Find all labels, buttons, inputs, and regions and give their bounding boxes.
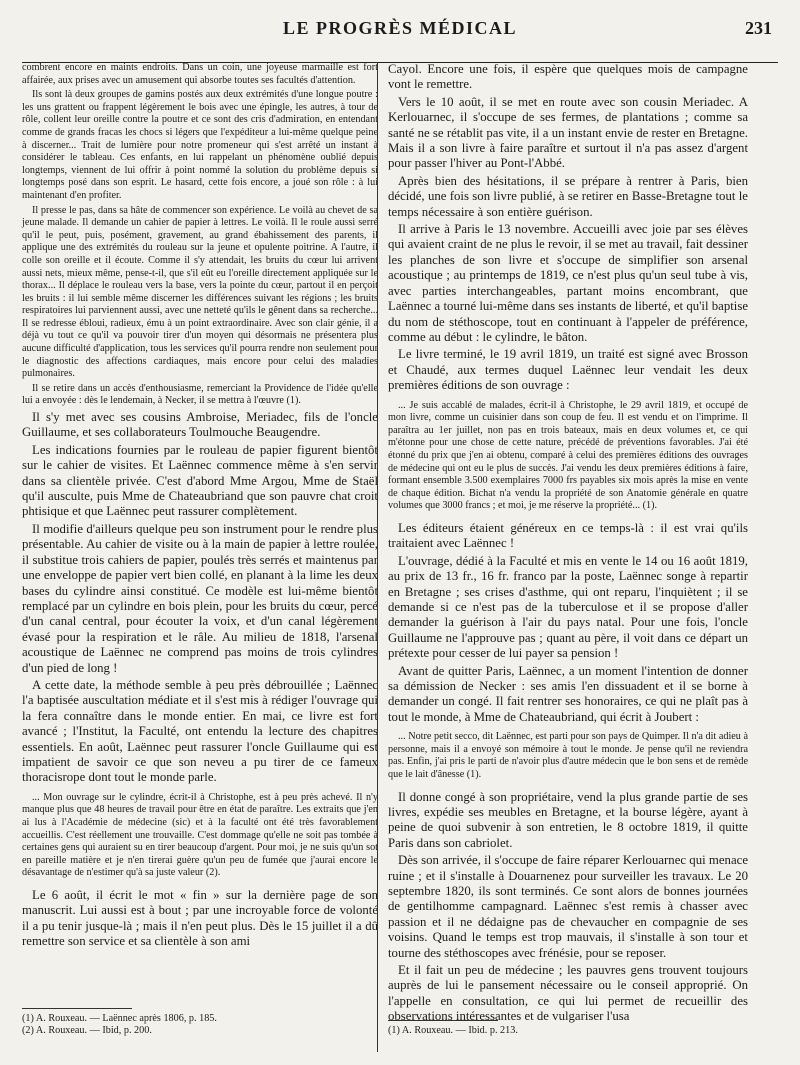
paragraph: Les indications fournies par le rouleau de papier figurent bientôt sur le cahier de visites. Et Laënnec commence même à s'en servir dans sa clientèle privée. C'est d'abord Mme Argou, Mme de Staël qu'il ausculte, puis Mme de Chateaubriand que son pauvre chat croit phtisique et que Laënnec peut rassurer complètement.: [22, 442, 378, 519]
footnote-rule: [22, 1008, 132, 1009]
footnotes-right: [388, 1020, 748, 1037]
right-column: [388, 62, 748, 1027]
paragraph: Il modifie d'ailleurs quelque peu son instrument pour le rendre plus présentable. Au cahier de visite ou à la main de papier à lettre roulée, il substitue trois cahiers de papier, poulés très serrés et maintenus par une enveloppe de papier vert bien collé, en planant à la lime les deux bases du cylindre ainsi constitué. Ce modèle est lui-même bientôt remplacé par un cylindre en bois plein, pour les bruits du cœur, percé d'un canal central, pour écouter la voix, et d'un canal légèrement évasé pour la respiration et le râle. Au milieu de 1818, l'arsenal acoustique de Laënnec ne comprend pas moins de trois cylindres d'un pied de long !: [22, 521, 378, 675]
running-title: LE PROGRÈS MÉDICAL: [282, 18, 518, 38]
paragraph: Le 6 août, il écrit le mot « fin » sur la dernière page de son manuscrit. Lui aussi est à bout ; par une incroyable force de volonté il a pu tenir jusque-là ; mais il n'en peut plus. Dès le 15 juillet il a dû remettre son service et sa clientèle à son ami: [22, 887, 378, 949]
paragraph: A cette date, la méthode semble à peu près débrouillée ; Laënnec l'a baptisée auscultation médiate et il s'est mis à rédiger l'ouvrage qui la fera connaître dans le monde entier. En mai, ce livre est fort avancé ; l'Institut, la Faculté, ont entendu la lecture des chapitres essentiels. En août, Laënnec peut rassurer l'oncle Guillaume qui est impatient de savoir ce que son neveu a pu tirer de ce fameux thoracisrope dont tout le monde parle.: [22, 677, 378, 785]
paragraph: Et il fait un peu de médecine ; les pauvres gens trouvent toujours auprès de lui le pansement nécessaire ou le conseil approprié. On l'appelle en consultation, ce qui lui permet de recueillir des observations intéressantes et de vulgariser l'usa: [388, 963, 748, 1024]
paragraph: Avant de quitter Paris, Laënnec, a un moment l'intention de donner sa démission de Necker : ses amis l'en dissuadent et il se borne à demander un congé. Il fait rentrer ses honoraires, ce qui ne plaît pas à tout le monde, à Mme de Chateaubriand, qui écrit à Joubert :: [388, 663, 748, 724]
paragraph: Il presse le pas, dans sa hâte de commencer son expérience. Le voilà au chevet de sa jeune malade. Il demande un cahier de papier à lettres. Le voilà. Il le roule aussi serré qu'il le peut, puis, posément, gravement, au grand ébahissement des parents, il applique une des extrémités du rouleau sur la jeune et opulente poitrine. A l'autre, il colle son oreille et il écoute. Comme il s'y attendait, les bruits du cœur lui arrivent aussi nets, mieux même, pense-t-il, que s'il eût eu l'oreille directement appliquée sur le thorax... Il déplace le rouleau vers la base, vers la pointe du cœur, partout il en perçoit les bruits : il lui semble même discerner les différences suivant les régions ; les bruits respiratoires lui parviennent aussi, avec une netteté qu'ils le gênent dans sa recherche... Il se redresse ébloui, radieux, ému à un point extraordinaire. Avec son clair génie, il a déjà vu tout ce qu'il va pouvoir tirer d'un moyen qui désormais ne présentera plus aucune difficulté d'application, tous les services qu'il pourra rendre non seulement pour le diagnostic des affections cardiaques, mais encore pour celui des maladies pulmonaires.: [22, 204, 378, 380]
paragraph: Dès son arrivée, il s'occupe de faire réparer Kerlouarnec qui menace ruine ; et il s'installe à Douarnenez pour surveiller les travaux. Le 20 septembre 1820, ils sont terminés. Ce sont alors de bonnes journées de gentilhomme campagnard. Laënnec s'est remis à chasser avec passion et il ne dédaigne pas de chevaucher en compagnie de ses voisins. Quand le temps est trop mauvais, il s'installe à son tour et tourne des stéthoscopes avec frénésie, pour se reposer.: [388, 853, 748, 960]
paragraph: Il donne congé à son propriétaire, vend la plus grande partie de ses livres, expédie ses meubles en Bretagne, et la bourse légère, ayant à peine de quoi subvenir à son entretien, le 8 octobre 1819, il quitte Paris dans son cabriolet.: [388, 789, 748, 850]
footnotes-left: [22, 1008, 378, 1037]
block-quote: ... Mon ouvrage sur le cylindre, écrit-il à Christophe, est à peu près achevé. Il n'y manque plus que 48 heures de travail pour être en état de paraître. Les extraits que j'en ai lus à l'Académie de médecine (sic) et à la faculté ont été très favorablement accueillis. C'est réellement une trouvaille. C'est dommage qu'elle ne soit pas tombée à certaines gens qui auraient su en tirer beaucoup d'argent. Pour moi, je ne suis qu'un sot en pareille matière et je n'en tirerai guère qu'un peu de fumée que j'aurai encore le désavantage de n'estimer qu'à sa juste valeur (2).: [22, 791, 378, 879]
page-number: 231: [745, 18, 772, 38]
left-column: [22, 62, 378, 952]
paragraph: Après bien des hésitations, il se prépare à rentrer à Paris, bien décidé, une fois son livre publié, à se retirer en Basse-Bretagne tout le temps nécessaire à son entière guérison.: [388, 173, 748, 219]
block-quote: ... Je suis accablé de malades, écrit-il à Christophe, le 29 avril 1819, et occupé de mon livre, comme un cuisinier dans son coup de feu. Il est vendu et on l'imprime. Il paraîtra au 1er juillet, non pas en trois bateaux, mais en deux volumes et, ce qui m'étonne pour une chose de cette nature, précédé de préventions favorables. J'ai été étonné du prix que j'en ai obtenu, comparé à celui des premières éditions des ouvrages de médecine qui ont eu le plus de succès. J'ai vendu les deux premières éditions à faire, formant ensemble 3.500 exemplaires 7000 frs payables six mois après la mise en vente de chaque édition. Bichat n'a vendu la propriété de son Anatomie générale en quatre volumes que 3000 francs ; et moi, je me réserve la propriété... (1).: [388, 399, 748, 512]
footnote: (2) A. Rouxeau. — Ibid, p. 200.: [22, 1025, 152, 1036]
paragraph: Les éditeurs étaient généreux en ce temps-là : il est vrai qu'ils traitaient avec Laënnec !: [388, 520, 748, 551]
column-divider: [377, 62, 378, 1052]
paragraph: L'ouvrage, dédié à la Faculté et mis en vente le 14 ou 16 août 1819, au prix de 13 fr., 16 fr. franco par la poste, Laënnec songe à repartir en Bretagne ; ses crises d'asthme, qui ont reparu, l'inquiètent ; il se demande si ce n'est pas de la tuberculose et il se propose d'aller demander la guérison à l'air du pays natal. Pour une fois, l'oncle Guillaume ne l'approuve pas ; quant au père, il voit dans ce départ un prétexte pour cesser de lui payer sa pension !: [388, 553, 748, 661]
paragraph: Il s'y met avec ses cousins Ambroise, Meriadec, fils de l'oncle Guillaume, et ses collaborateurs Toulmouche Beaugendre.: [22, 410, 378, 440]
paragraph: Il arrive à Paris le 13 novembre. Accueilli avec joie par ses élèves qui avaient craint de ne plus le revoir, il se met au travail, fait dessiner les planches de son livre et s'occupe de simplifier son arsenal acoustique ; au printemps de 1819, ce n'est plus qu'un seul tube à vis, avec parties interchangeables, partant moins encombrant, que Laënnec a tourné lui-même dans ses instants de liberté, et qu'il baptise du nom de stéthoscope, tout en continuant à l'appeler de préférence, comme au début : le cylindre, le bâton.: [388, 222, 748, 344]
paragraph: Cayol. Encore une fois, il espère que quelques mois de campagne vont le remettre.: [388, 62, 748, 92]
paragraph: Le livre terminé, le 19 avril 1819, un traité est signé avec Brosson et Chaudé, aux termes duquel Laënnec leur vendait les deux premières éditions de son ouvrage :: [388, 347, 748, 393]
paragraph: Ils sont là deux groupes de gamins postés aux deux extrémités d'une longue poutre : les uns grattent ou frappent légèrement le bois avec une épingle, les autres, à tour de rôle, collent leur oreille contre la poutre et ce sont des cris d'admiration, en entendant comme de grands fracas les chocs si légers que l'expéditeur a lui-même quelque peine à discerner... Trait de lumière pour notre promeneur qui s'est arrêté un instant à considérer le tableau. Ces enfants, en lui rappelant un phénomène oublié depuis longtemps, viennent de lui offrir à point nommé la solution du problème depuis si longtemps posé dans son esprit. Le hasard, cette fois encore, a joué son rôle : à lui maintenant d'en profiter.: [22, 89, 378, 201]
paragraph: Vers le 10 août, il se met en route avec son cousin Meriadec. A Kerlouarnec, il s'occupe de ses fermes, de plantations ; comme sa santé ne se rétablit pas vite, il a un instant envie de rester en Bretagne. Mais il a son livre à faire paraître et surtout il n'a pas assez d'argent pour passer l'hiver au Pont-l'Abbé.: [388, 94, 748, 171]
footnote: (1) A. Rouxeau. — Ibid. p. 213.: [388, 1025, 518, 1036]
footnote: (1) A. Rouxeau. — Laënnec après 1806, p. 185.: [22, 1013, 217, 1024]
block-quote: ... Notre petit secco, dit Laënnec, est parti pour son pays de Quimper. Il n'a dit adieu à personne, mais il a envoyé son mémoire à tout le monde. Je pense qu'il ne reviendra pas. Enfin, j'ai pris le parti de n'avoir plus d'autre médecin que le bon sens et de remède que le lait d'ânesse (1).: [388, 731, 748, 780]
paragraph: combrent encore en maints endroits. Dans un coin, une joyeuse marmaille est fort affairée, aux prises avec un amusement qui absorbe toutes ses facultés d'attention.: [22, 62, 378, 86]
paragraph: Il se retire dans un accès d'enthousiasme, remerciant la Providence de l'idée qu'elle lui a envoyée : dès le lendemain, à Necker, il se mettra à l'œuvre (1).: [22, 382, 378, 407]
footnote-rule: [388, 1020, 498, 1021]
page-header: [0, 18, 800, 48]
